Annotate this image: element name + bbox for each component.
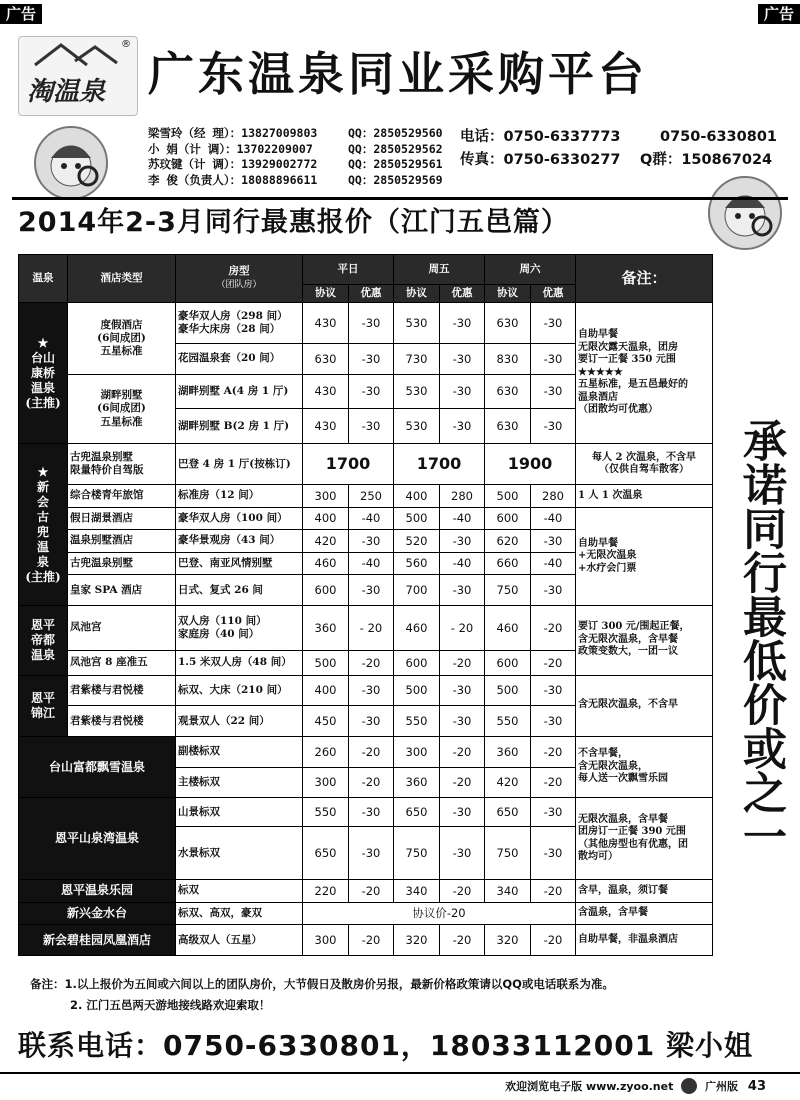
price-cell: -30 <box>440 374 485 409</box>
price-cell: -20 <box>440 925 485 956</box>
footer-edition: 广州版 <box>705 1080 739 1093</box>
price-cell: 1900 <box>485 444 576 485</box>
room-type: 高级双人（五星） <box>176 925 303 956</box>
price-cell: -30 <box>440 343 485 374</box>
table-row <box>19 925 713 956</box>
hotel-type: 度假酒店 (6间成团) 五星标准 <box>68 303 176 375</box>
price-cell: -40 <box>531 507 576 530</box>
price-cell: 280 <box>531 485 576 508</box>
header-youhui: 优惠 <box>349 285 394 303</box>
price-cell: 280 <box>440 485 485 508</box>
price-cell: 700 <box>394 575 440 606</box>
price-cell: -20 <box>440 767 485 798</box>
table-row <box>19 880 713 903</box>
hotel-type: 古兜温泉别墅 <box>68 552 176 575</box>
price-cell: 750 <box>485 575 531 606</box>
price-cell: -20 <box>531 605 576 650</box>
price-cell: 750 <box>394 827 440 880</box>
table-row <box>19 902 713 925</box>
hotel-type: 湖畔别墅 (6间成团) 五星标准 <box>68 374 176 444</box>
table-row <box>19 507 713 530</box>
price-cell: -30 <box>531 827 576 880</box>
note-cell: 含早，温泉，须订餐 <box>576 880 713 903</box>
phone-block <box>460 126 777 172</box>
price-cell: -30 <box>440 798 485 827</box>
price-cell: 协议价-20 <box>303 902 576 925</box>
price-cell: 400 <box>394 485 440 508</box>
price-cell: 360 <box>485 736 531 767</box>
header-friday: 周五 <box>394 255 485 285</box>
price-cell: -30 <box>349 798 394 827</box>
header-xieyi: 协议 <box>485 285 531 303</box>
mascot-face-icon <box>708 176 782 250</box>
hotel-type: 凤池宫 <box>68 605 176 650</box>
price-cell: 460 <box>303 552 349 575</box>
note-cell: 每人 2 次温泉，不含早 （仅供自驾车散客） <box>576 444 713 485</box>
price-cell: 530 <box>394 409 440 444</box>
contact-row <box>148 157 508 173</box>
room-type: 观景双人（22 间） <box>176 706 303 737</box>
logo-text: 淘温泉 <box>27 77 106 107</box>
contact-qq: QQ：2850529560 <box>348 126 443 140</box>
note-cell: 含温泉，含早餐 <box>576 902 713 925</box>
page-title: 广东温泉同业采购平台 <box>148 47 648 101</box>
price-cell: -40 <box>349 552 394 575</box>
hotel-type: 温泉别墅酒店 <box>68 530 176 553</box>
price-cell: -30 <box>531 530 576 553</box>
contact-qq: QQ：2850529561 <box>348 157 443 171</box>
price-cell: 450 <box>303 706 349 737</box>
price-cell: -20 <box>531 736 576 767</box>
hotel-type: 古兜温泉别墅 限量特价自驾版 <box>68 444 176 485</box>
price-cell: -30 <box>440 303 485 344</box>
note-cell: 1 人 1 次温泉 <box>576 485 713 508</box>
room-type: 日式、复式 26 间 <box>176 575 303 606</box>
price-cell: 400 <box>303 507 349 530</box>
price-cell: 1700 <box>394 444 485 485</box>
table-row <box>19 736 713 767</box>
price-cell: 550 <box>303 798 349 827</box>
note-cell: 要订 300 元/围起正餐， 含无限次温泉，含早餐 政策变数大，一团一议 <box>576 605 713 675</box>
room-type: 巴登 4 房 1 厅(按栋订) <box>176 444 303 485</box>
room-type: 标双、高双，豪双 <box>176 902 303 925</box>
price-cell: 500 <box>303 650 349 675</box>
contact-qq: QQ：2850529569 <box>348 172 443 187</box>
house-roof-icon <box>31 41 121 67</box>
price-cell: 300 <box>394 736 440 767</box>
header-hotel-type: 酒店类型 <box>68 255 176 303</box>
price-cell: 560 <box>394 552 440 575</box>
hotel-type: 皇家 SPA 酒店 <box>68 575 176 606</box>
contact-phone-line: 联系电话：0750-6330801，18033112001 梁小姐 <box>18 1029 753 1062</box>
price-cell: 460 <box>485 605 531 650</box>
price-cell: -30 <box>440 409 485 444</box>
price-cell: -30 <box>531 374 576 409</box>
price-cell: 630 <box>485 409 531 444</box>
price-cell: -20 <box>440 736 485 767</box>
contact-row <box>148 142 508 158</box>
room-type: 标准房（12 间） <box>176 485 303 508</box>
spring-jinjiang: 恩平 锦江 <box>19 675 68 736</box>
price-cell: 530 <box>394 374 440 409</box>
price-cell: -30 <box>531 343 576 374</box>
room-type: 双人房（110 间） 家庭房（40 间） <box>176 605 303 650</box>
table-row <box>19 798 713 827</box>
contact-row <box>148 126 508 142</box>
price-cell: -30 <box>531 409 576 444</box>
price-cell: -20 <box>349 925 394 956</box>
table-row <box>19 303 713 344</box>
price-cell: 320 <box>394 925 440 956</box>
spring-biguiyuan: 新会碧桂园凤凰酒店 <box>19 925 176 956</box>
price-cell: 630 <box>485 374 531 409</box>
room-type: 标双、大床（210 间） <box>176 675 303 706</box>
price-cell: -20 <box>531 650 576 675</box>
room-type: 巴登、南亚风情别墅 <box>176 552 303 575</box>
page-number: 43 <box>747 1078 766 1094</box>
hotel-type: 君紫楼与君悦楼 <box>68 675 176 706</box>
table-row <box>19 605 713 650</box>
price-cell: 430 <box>303 374 349 409</box>
room-type: 水景标双 <box>176 827 303 880</box>
price-cell: 430 <box>303 303 349 344</box>
note-cell: 自助早餐，非温泉酒店 <box>576 925 713 956</box>
price-table <box>18 254 713 956</box>
price-cell: 600 <box>394 650 440 675</box>
ad-tag-left: 广告 <box>0 4 42 24</box>
registered-mark: ® <box>121 39 131 50</box>
price-cell: -30 <box>531 798 576 827</box>
price-cell: 750 <box>485 827 531 880</box>
qq-group: Q群：150867024 <box>640 152 773 168</box>
price-cell: 630 <box>485 303 531 344</box>
room-type: 豪华双人房（298 间） 豪华大床房（28 间） <box>176 303 303 344</box>
price-cell: 600 <box>485 650 531 675</box>
mascot-face-icon <box>34 126 108 200</box>
price-cell: -30 <box>349 827 394 880</box>
header-xieyi: 协议 <box>303 285 349 303</box>
price-cell: -30 <box>440 530 485 553</box>
header-spring: 温泉 <box>19 255 68 303</box>
price-cell: 600 <box>485 507 531 530</box>
footer-site[interactable]: 欢迎浏览电子版 www.zyoo.net <box>505 1080 674 1093</box>
price-cell: 500 <box>394 675 440 706</box>
table-row <box>19 444 713 485</box>
phone-number: 电话：0750-6337773 <box>460 129 621 145</box>
spring-shanquan: 恩平山泉湾温泉 <box>19 798 176 880</box>
header-youhui: 优惠 <box>440 285 485 303</box>
contact-qq: QQ：2850529562 <box>348 141 443 156</box>
price-cell: -30 <box>440 706 485 737</box>
room-type: 湖畔别墅 B(2 房 1 厅) <box>176 409 303 444</box>
price-cell: 320 <box>485 925 531 956</box>
note-cell: 自助早餐 无限次露天温泉，团房 要订一正餐 350 元围 ★★★★★ 五星标准，是五邑最好的 温泉酒店 （团散均可优惠） <box>576 303 713 444</box>
note-label: 备注： <box>30 977 65 991</box>
note-cell: 无限次温泉，含早餐 团房订一正餐 390 元围 （其他房型也有优惠，团 散均可） <box>576 798 713 880</box>
price-cell: -30 <box>349 706 394 737</box>
price-cell: -30 <box>349 530 394 553</box>
price-cell: 630 <box>303 343 349 374</box>
header-room: 房型 （团队房） <box>176 255 303 303</box>
section-title: 2014年2-3月同行最惠报价（江门五邑篇） <box>18 207 569 238</box>
price-cell: 420 <box>303 530 349 553</box>
price-cell: 340 <box>485 880 531 903</box>
price-cell: 650 <box>394 798 440 827</box>
contact-list <box>148 126 508 188</box>
price-cell: 460 <box>394 605 440 650</box>
price-cell: 550 <box>485 706 531 737</box>
price-cell: 500 <box>485 485 531 508</box>
note-1: 1.以上报价为五间或六间以上的团队房价，大节假日及散房价另报，最新价格政策请以QQ或电话联系为准。 <box>64 977 614 991</box>
price-cell: -30 <box>349 343 394 374</box>
spring-kangqiao: ★ 台山 康桥 温泉 (主推) <box>19 303 68 444</box>
price-cell: -20 <box>440 880 485 903</box>
room-type: 豪华景观房（43 间） <box>176 530 303 553</box>
price-cell: 500 <box>394 507 440 530</box>
price-cell: -40 <box>440 507 485 530</box>
price-cell: -20 <box>349 650 394 675</box>
price-cell: -30 <box>440 575 485 606</box>
hotel-type: 综合楼青年旅馆 <box>68 485 176 508</box>
room-type: 主楼标双 <box>176 767 303 798</box>
price-cell: 650 <box>303 827 349 880</box>
price-cell: 650 <box>485 798 531 827</box>
logo <box>18 36 138 116</box>
contact-row <box>148 173 508 189</box>
phone-number-2: 0750-6330801 <box>660 129 777 145</box>
price-cell: 340 <box>394 880 440 903</box>
price-cell: 830 <box>485 343 531 374</box>
price-cell: -30 <box>531 706 576 737</box>
price-cell: 500 <box>485 675 531 706</box>
side-slogan: 承诺同行最低价或之一 <box>735 418 786 858</box>
price-cell: -20 <box>440 650 485 675</box>
room-type: 山景标双 <box>176 798 303 827</box>
spring-jinshui: 新兴金水台 <box>19 902 176 925</box>
header-xieyi: 协议 <box>394 285 440 303</box>
price-cell: -30 <box>349 575 394 606</box>
spring-didu: 恩平 帝都 温泉 <box>19 605 68 675</box>
room-type: 湖畔别墅 A(4 房 1 厅) <box>176 374 303 409</box>
price-cell: 300 <box>303 925 349 956</box>
spring-leyuan: 恩平温泉乐园 <box>19 880 176 903</box>
price-cell: -20 <box>531 767 576 798</box>
contact-name: 梁雪玲（经 理）：13827009803 <box>148 126 318 140</box>
price-cell: 360 <box>303 605 349 650</box>
footer <box>505 1078 766 1094</box>
header-weekday: 平日 <box>303 255 394 285</box>
price-cell: -20 <box>531 880 576 903</box>
price-cell: 300 <box>303 485 349 508</box>
ad-tag-right: 广告 <box>758 4 800 24</box>
price-cell: -40 <box>440 552 485 575</box>
price-cell: 1700 <box>303 444 394 485</box>
fax-number: 传真：0750-6330277 <box>460 152 621 168</box>
price-cell: - 20 <box>440 605 485 650</box>
contact-name: 李 俊（负责人）：18088896611 <box>148 172 318 187</box>
room-type: 花园温泉套（20 间） <box>176 343 303 374</box>
price-cell: 550 <box>394 706 440 737</box>
note-cell: 自助早餐 +无限次温泉 +水疗会门票 <box>576 507 713 605</box>
price-cell: 360 <box>394 767 440 798</box>
price-cell: -20 <box>349 880 394 903</box>
price-cell: 620 <box>485 530 531 553</box>
price-cell: -20 <box>349 767 394 798</box>
price-cell: 300 <box>303 767 349 798</box>
price-cell: -30 <box>349 374 394 409</box>
table-row <box>19 485 713 508</box>
price-cell: 420 <box>485 767 531 798</box>
price-cell: -30 <box>531 303 576 344</box>
price-cell: -30 <box>349 675 394 706</box>
price-cell: -30 <box>440 827 485 880</box>
note-cell: 含无限次温泉，不含早 <box>576 675 713 736</box>
hotel-type: 君紫楼与君悦楼 <box>68 706 176 737</box>
price-cell: -30 <box>349 409 394 444</box>
price-cell: -20 <box>531 925 576 956</box>
header-notes: 备注： <box>576 255 713 303</box>
spring-fudu: 台山富都飘雪温泉 <box>19 736 176 797</box>
price-cell: -30 <box>531 575 576 606</box>
price-cell: - 20 <box>349 605 394 650</box>
room-type: 标双 <box>176 880 303 903</box>
price-cell: 260 <box>303 736 349 767</box>
room-type: 豪华双人房（100 间） <box>176 507 303 530</box>
price-cell: 220 <box>303 880 349 903</box>
note-cell: 不含早餐， 含无限次温泉， 每人送一次飘雪乐园 <box>576 736 713 797</box>
hotel-type: 凤池宫 8 座准五 <box>68 650 176 675</box>
contact-name: 苏玟键（计 调）：13929002772 <box>148 157 318 171</box>
note-2: 2. 江门五邑两天游地接线路欢迎索取！ <box>70 998 271 1012</box>
price-cell: 430 <box>303 409 349 444</box>
contact-name: 小 娟（计 调）：13702209007 <box>148 141 313 156</box>
price-cell: 660 <box>485 552 531 575</box>
price-cell: -30 <box>531 675 576 706</box>
price-cell: -40 <box>531 552 576 575</box>
price-cell: 730 <box>394 343 440 374</box>
room-type: 1.5 米双人房（48 间） <box>176 650 303 675</box>
price-cell: 520 <box>394 530 440 553</box>
price-cell: 400 <box>303 675 349 706</box>
price-cell: 600 <box>303 575 349 606</box>
footer-divider <box>0 1072 800 1074</box>
table-row <box>19 675 713 706</box>
hotel-type: 假日湖景酒店 <box>68 507 176 530</box>
footnotes <box>30 974 614 1016</box>
price-cell: -30 <box>440 675 485 706</box>
price-cell: 250 <box>349 485 394 508</box>
room-type: 副楼标双 <box>176 736 303 767</box>
price-cell: -30 <box>349 303 394 344</box>
header-saturday: 周六 <box>485 255 576 285</box>
price-cell: -40 <box>349 507 394 530</box>
header-youhui: 优惠 <box>531 285 576 303</box>
edition-badge-icon <box>681 1078 697 1094</box>
price-cell: -20 <box>349 736 394 767</box>
spring-gudou: ★ 新 会 古 兜 温 泉 (主推) <box>19 444 68 606</box>
price-cell: 530 <box>394 303 440 344</box>
